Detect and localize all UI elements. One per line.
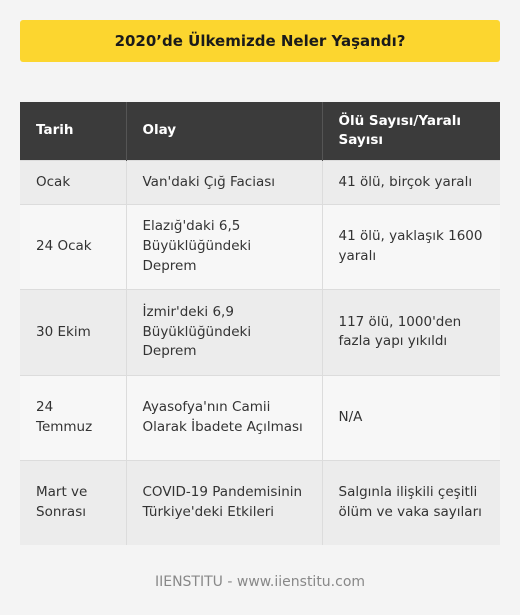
header-row	[20, 102, 500, 160]
header-event: Olay	[126, 102, 322, 160]
cell-date: 24 Ocak	[20, 204, 126, 289]
table-row	[20, 289, 500, 375]
cell-event: Van'daki Çığ Faciası	[126, 160, 322, 204]
table-row	[20, 375, 500, 460]
header-casualties: Ölü Sayısı/Yaralı Sayısı	[322, 102, 500, 160]
footer-credit: IIENSTITU - www.iienstitu.com	[154, 574, 366, 590]
table-row	[20, 204, 500, 289]
cell-casualties: 117 ölü, 1000'den fazla yapı yıkıldı	[322, 289, 500, 375]
cell-event: COVID-19 Pandemisinin Türkiye'deki Etkileri	[126, 460, 322, 545]
cell-date: 30 Ekim	[20, 289, 126, 375]
cell-event: Ayasofya'nın Camii Olarak İbadete Açılması	[126, 375, 322, 460]
table-body	[20, 160, 500, 545]
cell-date: Mart ve Sonrası	[20, 460, 126, 545]
cell-casualties: N/A	[322, 375, 500, 460]
table-row	[20, 460, 500, 545]
table-header	[20, 102, 500, 160]
cell-event: İzmir'deki 6,9 Büyüklüğündeki Deprem	[126, 289, 322, 375]
page-title: 2020’de Ülkemizde Neler Yaşandı?	[20, 20, 500, 62]
cell-casualties: Salgınla ilişkili çeşitli ölüm ve vaka sayıları	[322, 460, 500, 545]
cell-casualties: 41 ölü, birçok yaralı	[322, 160, 500, 204]
header-date: Tarih	[20, 102, 126, 160]
cell-date: 24 Temmuz	[20, 375, 126, 460]
cell-date: Ocak	[20, 160, 126, 204]
events-table	[20, 102, 500, 545]
cell-event: Elazığ'daki 6,5 Büyüklüğündeki Deprem	[126, 204, 322, 289]
table-row	[20, 160, 500, 204]
cell-casualties: 41 ölü, yaklaşık 1600 yaralı	[322, 204, 500, 289]
